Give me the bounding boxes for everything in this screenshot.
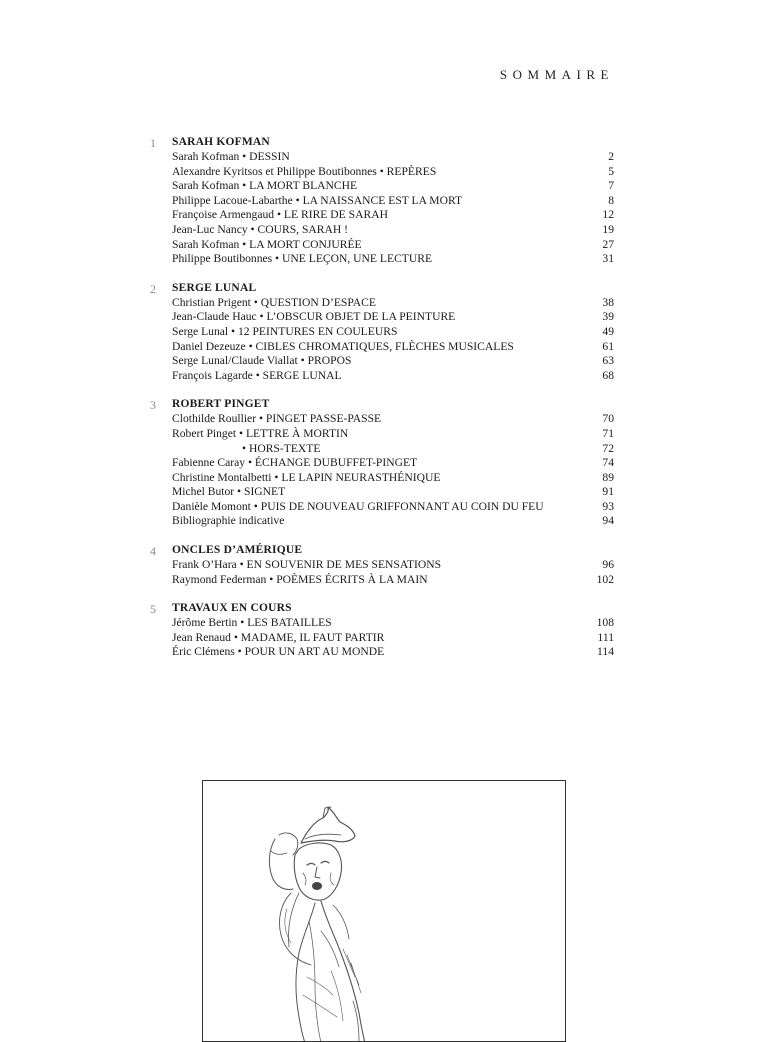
entry-title: Robert Pinget • LETTRE À MORTIN (172, 426, 349, 440)
entry-page-number: 31 (602, 252, 614, 266)
entry-page-number: 89 (602, 470, 614, 484)
entry-title: François Lagarde • SERGE LUNAL (172, 368, 342, 382)
entry-page-number: 19 (602, 222, 614, 236)
entry-page-number: 8 (608, 193, 614, 207)
toc-entry[interactable] (172, 471, 614, 486)
entry-title: Clothilde Roullier • PINGET PASSE-PASSE (172, 412, 382, 426)
toc-entry[interactable] (172, 165, 614, 180)
toc-entry[interactable] (172, 354, 614, 369)
entry-page-number: 93 (602, 499, 614, 513)
toc-entry[interactable] (172, 514, 614, 529)
entry-title: Françoise Armengaud • LE RIRE DE SARAH (172, 208, 388, 222)
entry-page-number: 94 (602, 514, 614, 528)
toc-entry[interactable] (172, 645, 614, 660)
toc-entry[interactable] (172, 223, 614, 238)
entry-page-number: 74 (602, 456, 614, 470)
toc-entry[interactable] (172, 456, 614, 471)
toc-entry[interactable] (172, 558, 614, 573)
entry-page-number: 27 (602, 237, 614, 251)
sketch-illustration (202, 780, 566, 1042)
entry-page-number: 71 (602, 426, 614, 440)
toc-entry[interactable] (172, 442, 614, 457)
entry-page-number: 91 (602, 485, 614, 499)
toc-entry[interactable] (172, 427, 614, 442)
entry-page-number: 7 (608, 179, 614, 193)
entry-title: Sarah Kofman • LA MORT BLANCHE (172, 179, 358, 193)
entry-page-number: 114 (597, 645, 614, 659)
toc-entry[interactable] (172, 500, 614, 515)
toc-entry[interactable] (172, 485, 614, 500)
entry-page-number: 39 (602, 310, 614, 324)
entry-page-number: 108 (596, 616, 614, 630)
toc-entry[interactable] (172, 150, 614, 165)
section-title: ROBERT PINGET (172, 398, 270, 411)
entry-page-number: 38 (602, 295, 614, 309)
entry-page-number: 63 (602, 354, 614, 368)
entry-page-number: 111 (597, 630, 614, 644)
toc-entry[interactable] (172, 325, 614, 340)
entry-page-number: 12 (602, 208, 614, 222)
entry-title: Sarah Kofman • LA MORT CONJURÉE (172, 237, 362, 251)
toc-section (0, 281, 768, 384)
toc-entry[interactable] (172, 179, 614, 194)
entry-title: Michel Butor • SIGNET (172, 485, 286, 499)
entry-title: Christian Prigent • QUESTION D’ESPACE (172, 295, 376, 309)
section-title: TRAVAUX EN COURS (172, 602, 292, 615)
toc-entry[interactable] (172, 194, 614, 209)
section-number: 4 (150, 544, 156, 559)
entry-page-number: 2 (608, 150, 614, 163)
section-number: 5 (150, 602, 156, 617)
table-of-contents (0, 135, 768, 674)
entry-title: Fabienne Caray • ÉCHANGE DUBUFFET-PINGET (172, 456, 418, 470)
toc-entry[interactable] (172, 238, 614, 253)
entry-title: • HORS-TEXTE (242, 441, 321, 455)
page-title: SOMMAIRE (499, 67, 614, 82)
entry-title: Jean-Luc Nancy • COURS, SARAH ! (172, 222, 349, 236)
entry-title: Serge Lunal/Claude Viallat • PROPOS (172, 354, 352, 368)
entry-title: Jean Renaud • MADAME, IL FAUT PARTIR (172, 630, 385, 644)
entry-title: Philippe Boutibonnes • UNE LEÇON, UNE LECTURE (172, 252, 433, 266)
toc-entry[interactable] (172, 296, 614, 311)
entry-title: Christine Montalbetti • LE LAPIN NEURASTHÉNIQUE (172, 470, 441, 484)
entry-title: Jean-Claude Hauc • L’OBSCUR OBJET DE LA PEINTURE (172, 310, 456, 324)
pencil-sketch-figure (203, 781, 565, 1041)
entry-page-number: 49 (602, 324, 614, 338)
toc-entry[interactable] (172, 252, 614, 267)
section-number: 3 (150, 398, 156, 413)
entry-page-number: 102 (596, 572, 614, 586)
toc-entry[interactable] (172, 631, 614, 646)
entry-title: Philippe Lacoue-Labarthe • LA NAISSANCE EST LA MORT (172, 193, 463, 207)
section-number: 2 (150, 281, 156, 296)
entry-title: Frank O’Hara • EN SOUVENIR DE MES SENSATIONS (172, 558, 442, 572)
toc-entry[interactable] (172, 340, 614, 355)
toc-section (0, 601, 768, 660)
entry-page-number: 5 (608, 164, 614, 178)
toc-entry[interactable] (172, 573, 614, 588)
entry-page-number: 70 (602, 412, 614, 426)
section-title: SARAH KOFMAN (172, 136, 270, 148)
toc-entry[interactable] (172, 412, 614, 427)
toc-section (0, 397, 768, 529)
toc-entry[interactable] (172, 208, 614, 223)
section-title: ONCLES D’AMÉRIQUE (172, 544, 303, 557)
entry-title: Sarah Kofman • DESSIN (172, 150, 290, 163)
entry-title: Alexandre Kyritsos et Philippe Boutibonnes • REPÈRES (172, 164, 437, 178)
entry-title: Éric Clémens • POUR UN ART AU MONDE (172, 645, 385, 659)
entry-title: Danièle Momont • PUIS DE NOUVEAU GRIFFONNANT AU COIN DU FEU (172, 499, 544, 513)
entry-title: Raymond Federman • POÈMES ÉCRITS À LA MAIN (172, 572, 428, 586)
section-number: 1 (150, 136, 156, 150)
toc-entry[interactable] (172, 310, 614, 325)
toc-entry[interactable] (172, 616, 614, 631)
entry-title: Jérôme Bertin • LES BATAILLES (172, 616, 332, 630)
entry-title: Bibliographie indicative (172, 514, 285, 528)
entry-page-number: 96 (602, 558, 614, 572)
entry-title: Serge Lunal • 12 PEINTURES EN COULEURS (172, 324, 398, 338)
toc-section (0, 543, 768, 587)
section-title: SERGE LUNAL (172, 281, 257, 294)
entry-page-number: 72 (602, 441, 614, 455)
entry-title: Daniel Dezeuze • CIBLES CHROMATIQUES, FLÈCHES MUSICALES (172, 339, 514, 353)
entry-page-number: 68 (602, 368, 614, 382)
toc-section (0, 135, 768, 267)
entry-page-number: 61 (602, 339, 614, 353)
toc-entry[interactable] (172, 369, 614, 384)
